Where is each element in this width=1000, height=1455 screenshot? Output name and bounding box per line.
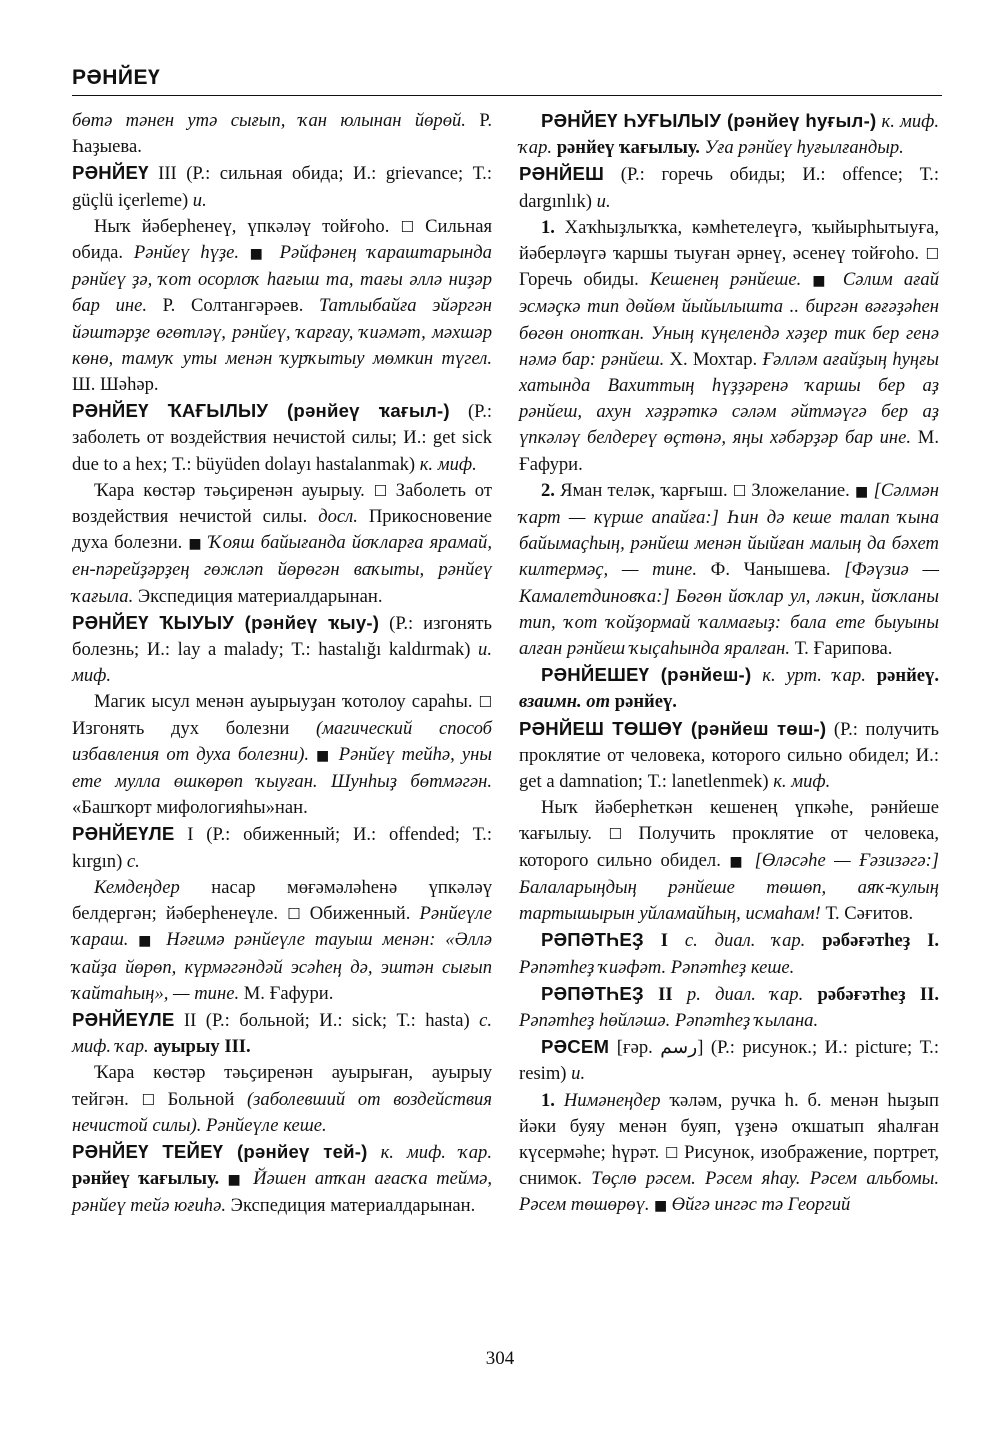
italic-text: [Сәлмән ҡарт — күрше апайға:] Һин дә кеше талап ҡына байымаҫһың, рәнйеш менән йыйған малың да бәхет килтермәҫ, — тине. — [519, 479, 939, 581]
bold-text: II — [643, 983, 673, 1005]
dictionary-paragraph — [72, 689, 492, 821]
entry-text: Х. Мохтар. — [664, 348, 763, 370]
translation-marker-icon: ☐ — [141, 1090, 155, 1109]
dictionary-paragraph — [519, 927, 939, 980]
italic-text: Рәнйеү тейһә, уны ете мулла өшкөрөп ҡыуған. Шунһыҙ бөтмәгән. — [72, 743, 492, 793]
bold-text: рәнйеү. — [610, 691, 677, 713]
dictionary-paragraph — [72, 108, 492, 160]
example-marker-icon: ■ — [188, 536, 209, 553]
entry-text: I (Р.: обиженный; И.: offended; Т.: kırgın) — [72, 824, 492, 872]
italic-text: Кемдеңдер — [94, 876, 180, 898]
dictionary-paragraph — [72, 1007, 492, 1060]
entry-text: Прикосновение духа болезни. — [72, 506, 492, 554]
dictionary-paragraph — [72, 478, 492, 610]
headword: РӘНЙЕШ ТӨШӨҮ (рәнйеш төш-) — [519, 717, 827, 739]
bold-text: рәнйеү ҡағылыу. — [552, 137, 700, 159]
headword: РӘНЙЕҮ — [72, 162, 149, 184]
dictionary-paragraph — [72, 160, 492, 213]
italic-text: Нимәнеңдер — [563, 1089, 661, 1111]
entry-text: Магик ысул менән ауырыуҙан ҡотолоу сараһы. — [94, 691, 479, 713]
italic-text: Төҫлө рәсем. Рәсем яһау. Рәсем альбомы. Рәсем төшөрөү. — [519, 1168, 939, 1216]
entry-text: Р. Солтангәрәев. — [147, 295, 319, 317]
italic-text: Йәшен атҡан ағасҡа теймә, рәнйеү тейә юғиһә. — [72, 1168, 492, 1217]
headword: РӘНЙЕҮ ҠЫУЫУ (рәнйеү ҡыу-) — [72, 611, 380, 633]
italic-text: и. — [192, 189, 207, 211]
entry-text: (Р.: получить проклятие от человека, которого сильно обидел; И.: get a damnation; Т.: lanetlenmek) — [519, 718, 939, 793]
example-marker-icon: ■ — [219, 1172, 254, 1189]
italic-text: с. — [126, 850, 140, 872]
example-marker-icon: ■ — [128, 933, 167, 950]
dictionary-paragraph — [72, 398, 492, 478]
bold-text: рәбәғәтһеҙ I. — [805, 930, 939, 952]
entry-text: [ғәр. رسم] (Р.: рисунок.; И.: picture; Т.: resim) — [519, 1037, 939, 1085]
entry-text: Р. Һаҙыева. — [72, 110, 492, 158]
italic-text: Ғәлләм ағайҙың һуңғы хатында Вахиттың һүҙҙәренә ҡаршы бер аҙ рәнйеш, ахун хәҙрәткә сәләм әйтмәүгә бер аҙ үпкәләү белдереү өҫтөнә, яңы хәбәрҙәр бар ине. — [519, 348, 939, 449]
bold-text: рәнйеү. — [865, 665, 939, 687]
italic-text: Ҡояш байығанда йоҡларға ярамай, ен-пәрейҙәрҙең гөжләп йөрөгән ваҡыты, рәнйеү ҡағыла. — [72, 532, 492, 607]
headword: РӘСЕМ — [541, 1036, 610, 1058]
italic-text: и. миф. — [72, 639, 492, 687]
dictionary-paragraph — [519, 981, 939, 1034]
italic-text: Кешенең рәнйеше. — [649, 269, 802, 291]
entry-text: М. Ғафури. — [239, 982, 334, 1004]
entry-text: (Р.: заболеть от воздействия нечистой силы; И.: get sick due to a hex; Т.: büyüden dolayı hastalanmak) — [72, 401, 493, 475]
dictionary-paragraph — [519, 795, 939, 927]
translation-marker-icon: ☐ — [925, 245, 939, 264]
dictionary-paragraph — [519, 478, 939, 662]
translation-marker-icon: ☐ — [373, 481, 388, 500]
entry-text: Зложелание. — [746, 479, 855, 501]
entry-text: «Башҡорт мифологияһы»нан. — [72, 797, 308, 819]
entry-text: III (Р.: сильная обида; И.: grievance; Т.: güçlü içerleme) — [72, 163, 492, 211]
italic-text: (магический способ избавления от духа болезни). — [72, 717, 492, 765]
entry-text: Обиженный. — [300, 903, 420, 925]
italic-text: р. диал. ҡар. — [672, 983, 804, 1005]
entry-text: М. Ғафури. — [519, 427, 939, 475]
italic-text: к. миф. ҡар. — [519, 111, 939, 159]
dictionary-paragraph — [72, 610, 492, 690]
entry-text: Ҡара көстәр тәьҫиренән ауырыу. — [94, 479, 374, 501]
translation-marker-icon: ☐ — [732, 481, 747, 500]
italic-text: Рәпәтһеҙ ҡиәфәт. Рәпәтһеҙ кеше. — [519, 956, 795, 978]
bold-text: 1. — [541, 1089, 555, 1111]
entry-text: Ныҡ йәберһенеү, үпкәләү тойғоһо. — [94, 215, 401, 237]
bold-text: 1. — [541, 216, 555, 238]
italic-text: к. миф. ҡар. — [367, 1141, 492, 1163]
dictionary-paragraph — [519, 716, 939, 796]
italic-text: и. — [571, 1063, 586, 1085]
dictionary-paragraph — [72, 1139, 492, 1220]
example-marker-icon: ■ — [801, 273, 843, 290]
example-marker-icon: ■ — [649, 1198, 672, 1215]
entry-text: Изгонять дух болезни — [72, 717, 316, 739]
italic-text: Рәнйеү һүҙе. — [133, 242, 240, 264]
italic-text: [Фәүзиә — Камалетдиновҡа:] Бөгөн йоҡлар ул, ләкин, йоҡланы тип, ҡот ҡойҙормай ҡалмағыҙ: бала ете быуыны алған рәнйеш ҡыҫаһында яралған. — [519, 559, 939, 660]
headword: РӘНЙЕҮ ҺУҒЫЛЫУ (рәнйеү һуғыл-) — [541, 110, 877, 131]
entry-text: (Р.: горечь обиды; И.: offence; Т.: dargınlık) — [519, 164, 939, 212]
italic-text: Рәйфәнең ҡараштарында рәнйеү ҙә, ҡот осорлоҡ һағыш та, тағы әллә ниҙәр бар ине. — [72, 242, 492, 317]
bold-text: ауырыу III. — [148, 1036, 251, 1058]
entry-text: Сильная обида. — [72, 215, 493, 264]
entry-text: Ш. Шәһәр. — [72, 374, 159, 396]
right-column — [519, 108, 939, 1220]
entry-text: Яман теләк, ҡарғыш. — [554, 479, 733, 501]
italic-text: (заболевший от воздействия нечистой силы). Рәнйеүле кеше. — [72, 1088, 492, 1136]
entry-text: Горечь обиды. — [519, 269, 650, 291]
italic-text: взаимн. от — [519, 691, 611, 713]
dictionary-paragraph — [519, 215, 939, 478]
entry-text: Ныҡ йәберһеткән кешенең үпкәһе, рәнйеше ҡағылыу. — [519, 797, 939, 845]
left-column — [72, 108, 492, 1220]
italic-text: к. миф. — [773, 771, 831, 793]
example-marker-icon: ■ — [309, 747, 339, 764]
italic-text: [Өләсәһе — Ғәзизәгә:] Балаларыңдың рәнйеше төшөп, аяҡ-ҡулың тартышырын уйламайһың, исмаһам! — [519, 849, 940, 925]
page-number: 304 — [485, 1348, 515, 1369]
italic-text: к. миф. — [419, 453, 477, 475]
dictionary-paragraph — [72, 1060, 492, 1139]
entry-text: Рисунок, изображение, портрет, снимок. — [519, 1141, 939, 1190]
dictionary-paragraph — [519, 108, 939, 161]
entry-text: ҡәләм, ручка һ. б. менән һыҙып йәки буяу менән буяп, үҙенә оҡшатып яһалған күсермәһе; һүрәт. — [519, 1089, 939, 1163]
entry-text: Ф. Чанышева. — [696, 559, 845, 581]
italic-text: досл. — [318, 506, 358, 528]
headword: РӘНЙЕҮЛЕ — [72, 823, 175, 845]
italic-text: Рәнйеүле ҡараш. — [72, 903, 493, 951]
translation-marker-icon: ☐ — [664, 1143, 679, 1162]
entry-text: Больной — [154, 1088, 247, 1110]
headword: РӘНЙЕШЕҮ (рәнйеш-) — [541, 664, 752, 686]
dictionary-paragraph — [519, 1034, 939, 1087]
headword: РӘНЙЕҮ ТЕЙЕҮ (рәнйеү тей-) — [72, 1140, 368, 1162]
translation-marker-icon: ☐ — [478, 693, 492, 712]
italic-text: бөтә тәнен утә сығып, ҡан юлынан йөрөй. — [72, 110, 466, 131]
dictionary-paragraph — [519, 662, 939, 715]
italic-text: Сәлим ағай эсмәҫкә тип дөйөм йыйылышта .. биргән вәғәҙәһен бөгөн онотҡан. Уның күңелендә хәҙер тик бер генә нәмә бар: рәнйеш. — [519, 269, 939, 370]
translation-marker-icon: ☐ — [287, 905, 301, 924]
example-marker-icon: ■ — [729, 853, 755, 870]
dictionary-paragraph — [519, 1088, 939, 1220]
entry-text: Заболеть от воздействия нечистой силы. — [72, 479, 492, 528]
translation-marker-icon: ☐ — [608, 825, 622, 844]
italic-text: и. — [596, 190, 611, 212]
example-marker-icon: ■ — [854, 483, 874, 500]
entry-text: Получить проклятие от человека, которого сильно обидел. — [519, 823, 939, 871]
italic-text: Татлыбайға эйәргән йәштәрҙе өгөтләү, рәнйеү, ҡарғау, ҡиәмәт, мәхшәр көнө, тамуҡ уты менән ҡурҡытыу мөмкин түгел. — [72, 295, 493, 369]
entry-text — [555, 1090, 564, 1111]
entry-text: Экспедиция материалдарынан. — [133, 585, 383, 607]
entry-text: Экспедиция материалдарынан. — [226, 1195, 476, 1217]
headword: РӘНЙЕҮЛЕ — [72, 1008, 175, 1030]
entry-text: Хаҡһыҙлыҡҡа, кәмһетелеүгә, ҡыйырһытыуға, йәберләүгә ҡаршы тыуған әрнеү, әсенеү тойғоһо. — [519, 216, 939, 265]
bold-text: рәнйеү ҡағылыу. — [72, 1168, 220, 1190]
entry-text: Т. Ғарипова. — [790, 638, 893, 660]
italic-text: с. миф. ҡар. — [72, 1009, 492, 1058]
italic-text: с. диал. ҡар. — [667, 930, 806, 952]
translation-marker-icon: ☐ — [400, 217, 414, 236]
entry-text: насар мөғәмәләһенә үпкәләү белдергән; йәберһенеүле. — [72, 876, 492, 925]
dictionary-paragraph — [72, 214, 492, 398]
italic-text: к. урт. ҡар. — [751, 665, 866, 687]
bold-text: рәбәғәтһеҙ II. — [803, 983, 939, 1005]
bold-text: 2. — [541, 479, 555, 501]
italic-text: Нәғимә рәнйеүле тауыш менән: «Әллә ҡайҙа йөрөп, күрмәгәндәй эсәһең дә, эштән сығып ҡайтаһың», — тине. — [72, 929, 492, 1004]
dictionary-paragraph — [519, 161, 939, 214]
headword: РӘПӘТҺЕҘ — [541, 929, 644, 951]
example-marker-icon: ■ — [239, 246, 280, 263]
running-head: РӘНЙЕҮ — [72, 66, 161, 89]
dictionary-paragraph — [72, 821, 492, 874]
italic-text: Өйгә ингәс тә Георгий — [671, 1194, 851, 1216]
entry-text: Т. Сәғитов. — [820, 903, 914, 925]
entry-text: (Р.: изгонять болезнь; И.: lay a malady; Т.: hastalığı kaldırmak) — [72, 612, 492, 661]
headword: РӘНЙЕҮ ҠАҒЫЛЫУ (рәнйеү ҡағыл-) — [72, 400, 450, 422]
entry-text: Ҡара көстәр тәьҫиренән ауырыған, ауырыу тейгән. — [72, 1062, 492, 1110]
headword: РӘНЙЕШ — [519, 163, 604, 185]
bold-text: I — [643, 930, 668, 952]
dictionary-paragraph — [72, 875, 492, 1007]
header-rule — [72, 95, 942, 96]
entry-text: II (Р.: больной; И.: sick; Т.: hasta) — [174, 1009, 480, 1031]
italic-text: Рәпәтһеҙ һөйләшә. Рәпәтһеҙ ҡылана. — [519, 1009, 819, 1031]
italic-text: Уға рәнйеү һуғылғандыр. — [699, 137, 904, 159]
headword: РӘПӘТҺЕҘ — [541, 982, 644, 1004]
